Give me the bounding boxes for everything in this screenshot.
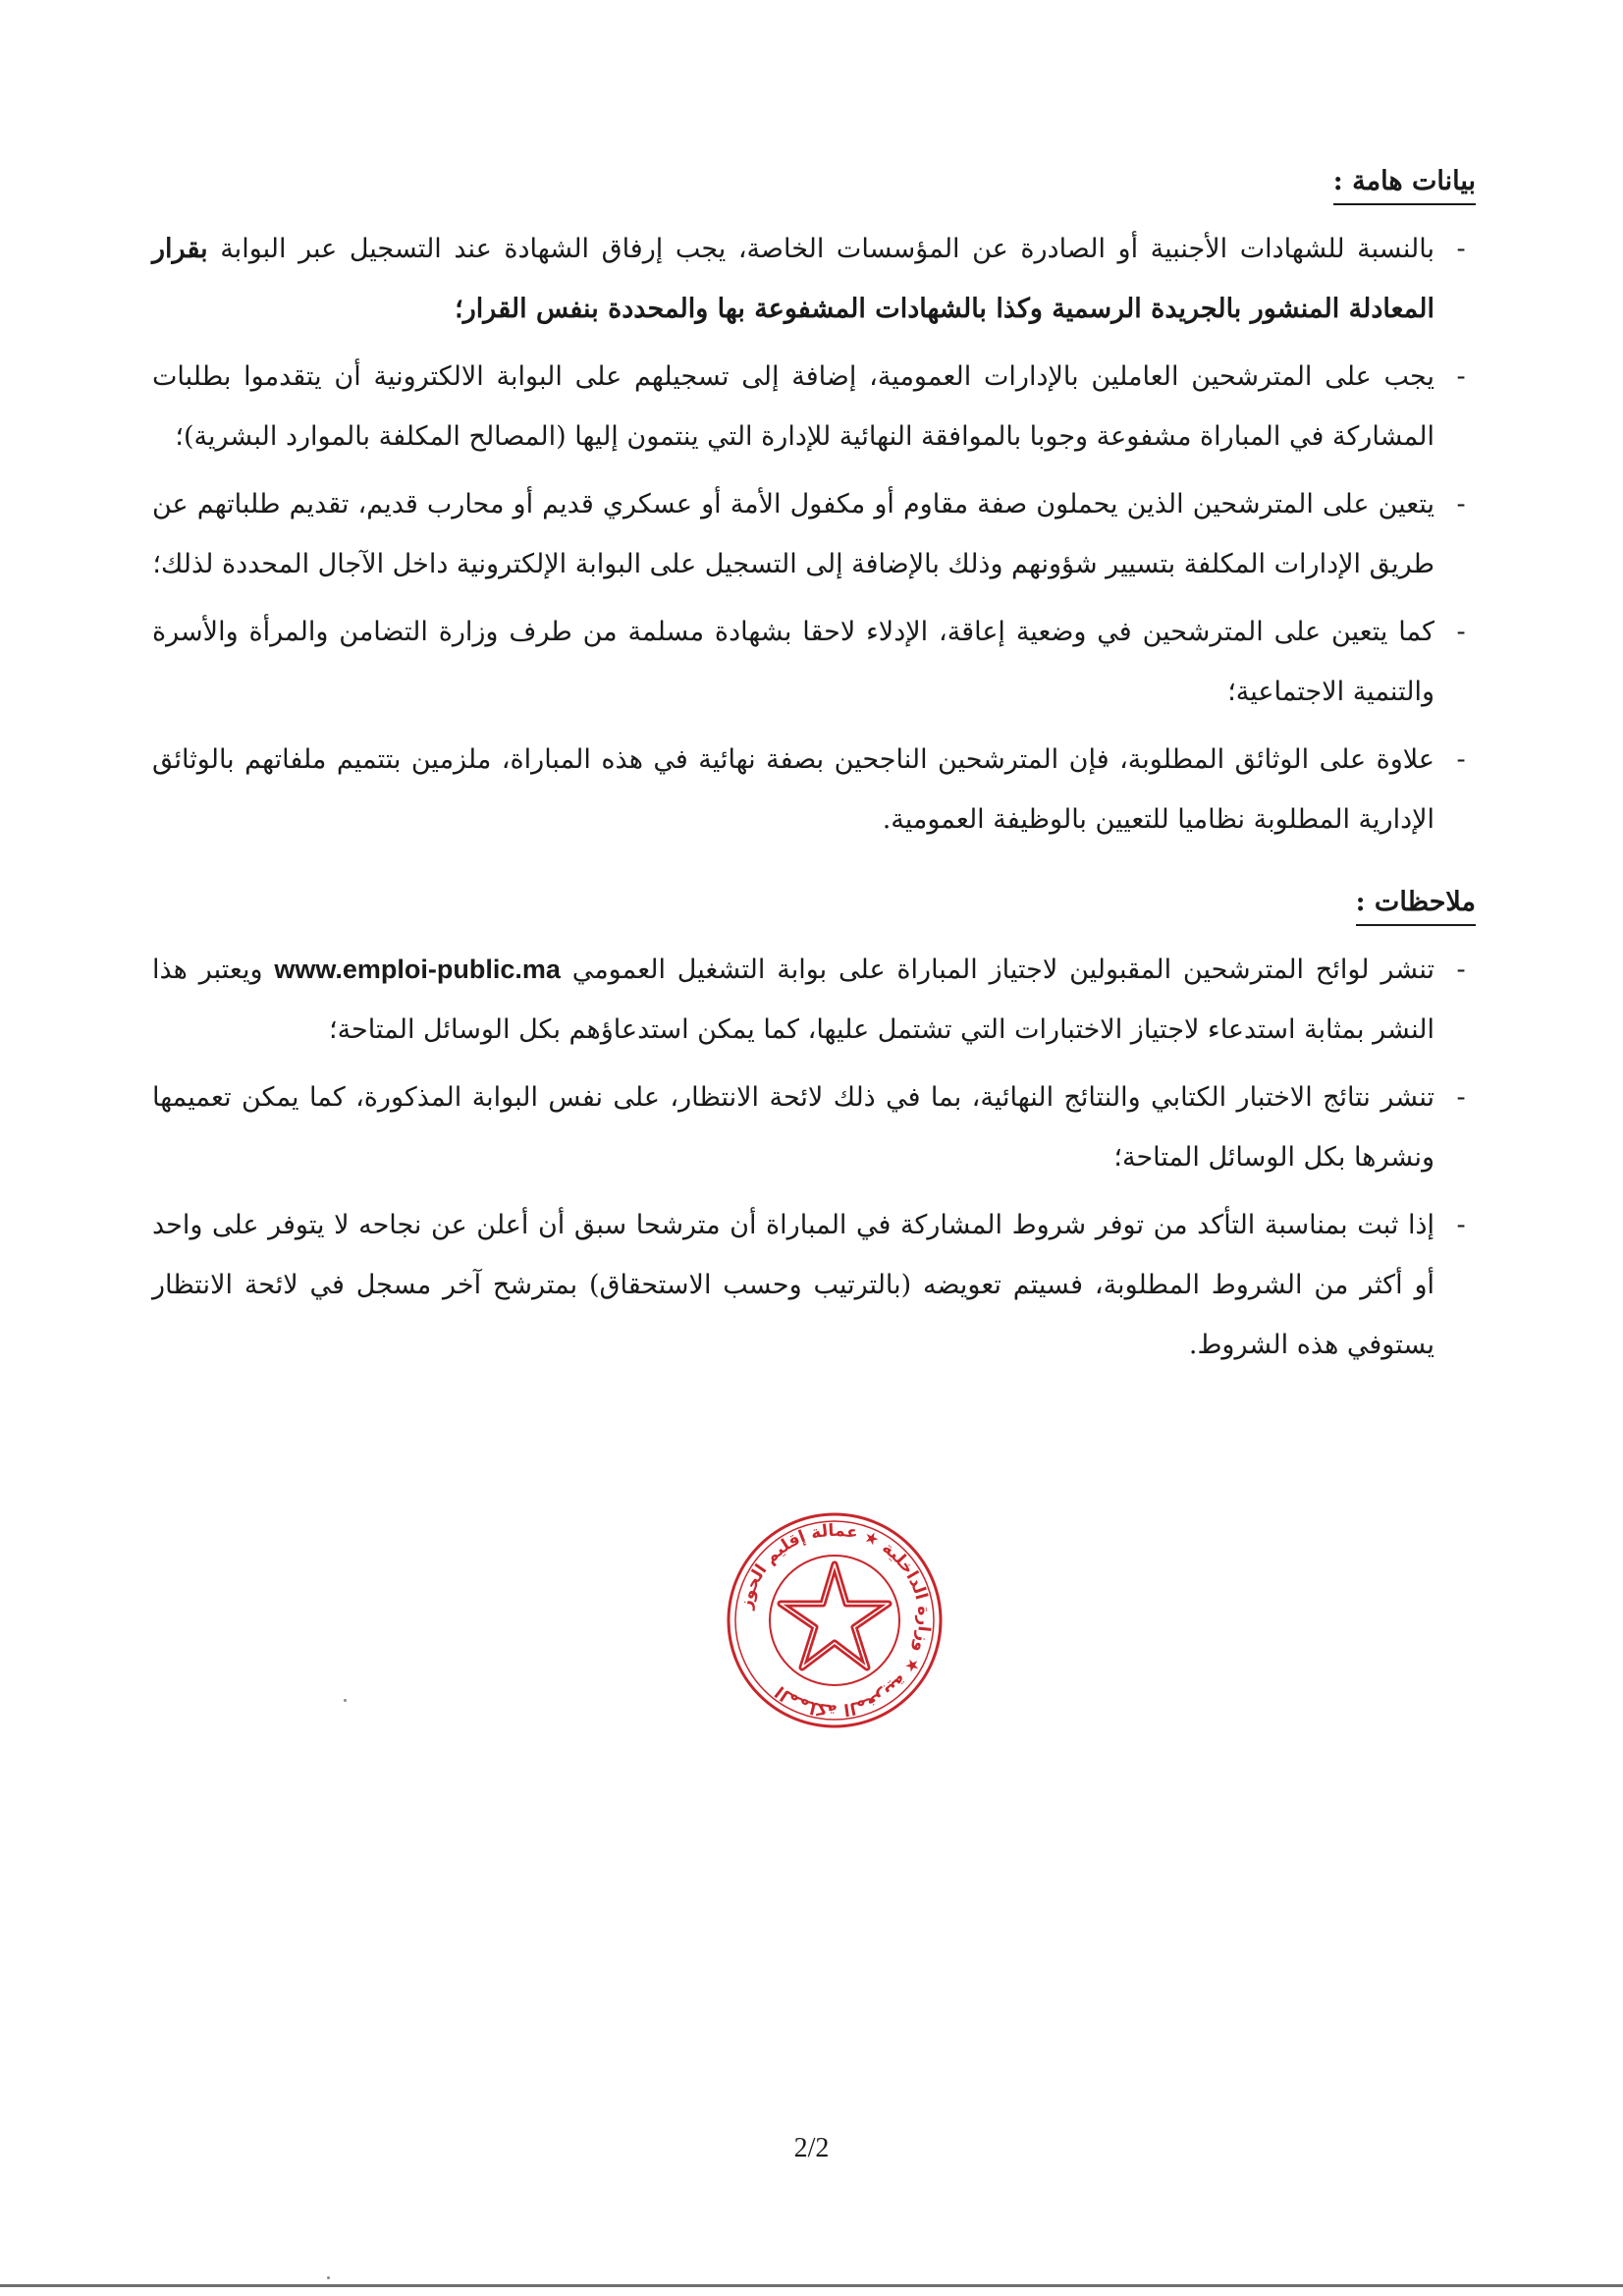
list-item — [152, 474, 1476, 594]
list-item — [152, 219, 1476, 339]
scan-speck — [327, 2276, 330, 2279]
notes-heading: ملاحظات : — [1356, 883, 1476, 926]
important-list — [152, 219, 1476, 849]
page-number: 2/2 — [793, 2133, 830, 2163]
important-heading: بيانات هامة : — [1333, 162, 1476, 205]
portal-url: www.emploi-public.ma — [274, 955, 561, 984]
item-text: تنشر نتائج الاختبار الكتابي والنتائج النهائية، بما في ذلك لائحة الانتظار، على نفس البوابة المذكورة، كما يمكن تعميمها ونشرها بكل الوسائل المتاحة؛ — [152, 1082, 1434, 1173]
dash-bullet: - — [1456, 361, 1466, 392]
item-text: يتعين على المترشحين الذين يحملون صفة مقاوم أو مكفول الأمة أو عسكري قديم أو محارب قديم، تقديم طلباتهم عن طريق الإدارات المكلفة بتسيير شؤونهم وذلك بالإضافة إلى التسجيل على البوابة الإلكترونية داخل الآجال المحددة لذلك؛ — [152, 489, 1434, 579]
notes-list — [152, 940, 1476, 1375]
dash-bullet: - — [1456, 1082, 1466, 1113]
dash-bullet: - — [1456, 744, 1466, 775]
list-item — [152, 940, 1476, 1060]
item-text-after-link: ويعتبر هذا النشر بمثابة استدعاء لاجتياز الاختبارات التي تشتمل عليها، كما يمكن استدعاؤهم بكل الوسائل المتاحة؛ — [152, 955, 1434, 1045]
document-body — [152, 162, 1476, 1408]
list-item — [152, 1195, 1476, 1375]
svg-text:المملكة المغربية ★ وزارة الداخ — [736, 1521, 934, 1720]
dash-bullet: - — [1456, 489, 1466, 519]
list-item — [152, 730, 1476, 849]
star-emblem-icon — [781, 1564, 889, 1667]
dash-bullet: - — [1456, 234, 1466, 264]
item-text: إذا ثبت بمناسبة التأكد من توفر شروط المشاركة في المباراة أن مترشحا سبق أن أعلن عن نجاحه لا يتوفر على واحد أو أكثر من الشروط المطلوبة، فسيتم تعويضه (بالترتيب وحسب الاستحقاق) بمترشح آخر مسجل في لائحة الانتظار يستوفي هذه الشروط. — [152, 1210, 1434, 1360]
dash-bullet: - — [1456, 617, 1466, 647]
official-stamp — [722, 1507, 947, 1733]
important-section — [152, 162, 1476, 849]
item-text: يجب على المترشحين العاملين بالإدارات العمومية، إضافة إلى تسجيلهم على البوابة الالكترونية أن يتقدموا بطلبات المشاركة في المباراة مشفوعة وجوبا بالموافقة النهائية للإدارة التي ينتمون إليها (المصالح المكلفة بالموارد البشرية)؛ — [152, 361, 1434, 452]
bottom-edge-line — [0, 2284, 1623, 2287]
stamp-ring-text: المملكة المغربية ★ وزارة الداخلية ★ عمالة إقليم الحوز — [735, 1520, 935, 1721]
item-text: علاوة على الوثائق المطلوبة، فإن المترشحين الناجحين بصفة نهائية في هذه المباراة، ملزمين بتتميم ملفاتهم بالوثائق الإدارية المطلوبة نظاميا للتعيين بالوظيفة العمومية. — [152, 744, 1434, 835]
dash-bullet: - — [1456, 955, 1466, 985]
list-item — [152, 1067, 1476, 1187]
item-text: بالنسبة للشهادات الأجنبية أو الصادرة عن المؤسسات الخاصة، يجب إرفاق الشهادة عند التسجيل عبر البوابة — [207, 234, 1434, 264]
item-text-before-link: تنشر لوائح المترشحين المقبولين لاجتياز المباراة على بوابة التشغيل العمومي — [560, 955, 1434, 985]
list-item — [152, 602, 1476, 722]
item-text: كما يتعين على المترشحين في وضعية إعاقة، الإدلاء لاحقا بشهادة مسلمة من طرف وزارة التضامن والمرأة والأسرة والتنمية الاجتماعية؛ — [152, 617, 1434, 707]
dash-bullet: - — [1456, 1210, 1466, 1240]
list-item — [152, 347, 1476, 466]
item-bold-text: بقرار المعادلة المنشور بالجريدة الرسمية وكذا بالشهادات المشفوعة بها والمحددة بنفس القرار؛ — [152, 234, 1434, 324]
notes-section — [152, 883, 1476, 1375]
scan-speck — [344, 1699, 347, 1702]
